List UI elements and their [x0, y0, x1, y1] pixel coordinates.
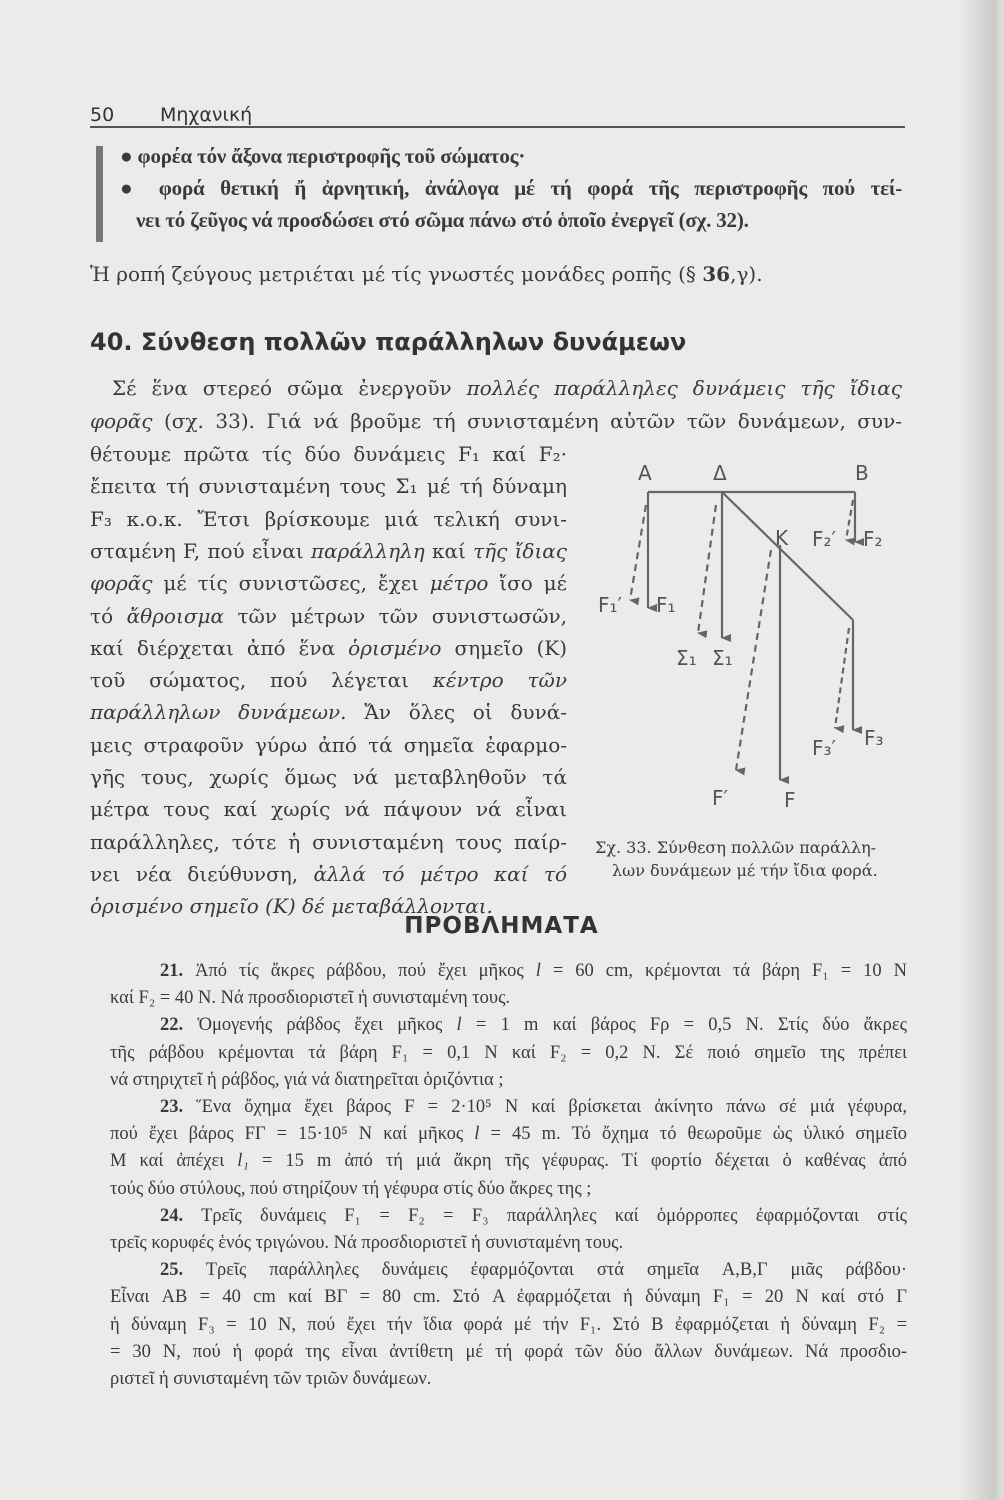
text-segment: = 45 m. Τό ὄχημα τό θεωροῦμε ὡς ὑλικό σημεῖο — [479, 1124, 907, 1145]
text-segment: τῆς ράβδου κρέμονται τά βάρη F₁ = 0,1 N καί F₂ = 0,2 N. Σέ ποιό σημεῖο της πρέπει — [110, 1042, 907, 1063]
label-S1-prime: Σ₁ — [676, 646, 697, 670]
text-segment: Τρεῖς παράλληλες δυνάμεις ἐφαρμόζονται στά σημεῖα A,B,Γ μιᾶς ράβδου· — [183, 1260, 907, 1281]
text-segment: l — [474, 1124, 480, 1145]
text-segment: νει νέα διεύθυνση, — [90, 861, 314, 886]
text-segment: Σέ ἕνα στερεό σῶμα ἐνεργοῦν — [112, 376, 467, 400]
problem-number: 24. — [160, 1205, 184, 1226]
text-segment: πού ἔχει βάρος FΓ = 15·10⁵ N καί μῆκος — [110, 1124, 475, 1145]
text-segment: = 60 cm, κρέμονται τά βάρη F₁ = 10 N — [540, 961, 907, 981]
label-F1-prime: F₁′ — [598, 593, 623, 617]
text-segment: μέτρα τους καί χωρίς νά πάψουν νά εἶναι — [90, 797, 567, 822]
text-segment: F₃ κ.ο.κ. Ἔτσι βρίσκουμε μιά τελική συνι- — [90, 506, 567, 531]
text-segment: ,γ). — [730, 262, 763, 286]
text-segment: τῶν μέτρων τῶν συνιστωσῶν, — [223, 603, 568, 628]
label-F2-prime: F₂′ — [812, 527, 837, 551]
text-segment: τό — [90, 603, 127, 628]
label-K: K — [775, 526, 789, 550]
text-segment: θέτουμε πρῶτα τίς δύο δυνάμεις F₁ καί F₂· — [90, 442, 567, 466]
text-segment: παράλληλες, τότε ἡ συνισταμένη τους παίρ- — [90, 829, 567, 854]
text-segment: καί — [424, 538, 474, 563]
diagonal-line — [722, 492, 853, 620]
problem-line — [110, 1232, 907, 1254]
text-segment: Ἕνα ὄχημα ἔχει βάρος F = 2·10⁵ N καί βρίσκεται ἀκίνητο πάνω σέ μιά γέφυρα, — [183, 1097, 907, 1117]
arrow-F1-prime — [630, 505, 646, 600]
arrow-S1-prime — [698, 505, 716, 633]
problem-number: 23. — [160, 1097, 184, 1117]
text-segment: ἀλλά τό μέτρο καί τό — [313, 861, 568, 886]
problem-line — [110, 1341, 907, 1363]
text-segment: = 1 m καί βάρος Fρ = 0,5 N. Στίς δύο ἄκρες — [461, 1015, 907, 1036]
text-segment: ἴσο μέ — [488, 571, 568, 596]
label-F2: F₂ — [863, 527, 883, 551]
text-segment: ἡ δύναμη F₃ = 10 N, πού ἔχει τήν ἴδια φορά μέ τήν F₁. Στό B ἐφαρμόζεται ἡ δύναμη F₂ = — [110, 1314, 907, 1335]
text-segment: τρεῖς κορυφές ἑνός τριγώνου. Νά προσδιοριστεῖ ἡ συνισταμένη τους. — [110, 1233, 624, 1253]
label-F1: F₁ — [656, 593, 676, 617]
label-F-prime: F′ — [712, 786, 729, 810]
text-segment: μέ τίς συνιστῶσες, ἔχει — [152, 571, 430, 596]
label-F: F — [784, 788, 796, 812]
text-segment: M καί ἀπέχει — [110, 1151, 238, 1172]
problem-item-start — [160, 1096, 907, 1118]
text-segment: Ἡ ροπή ζεύγους μετριέται μέ τίς γνωστές μονάδες ροπῆς (§ — [90, 262, 703, 286]
text-segment: = 15 m ἀπό τή μιά ἄκρη τῆς γέφυρας. Τί φορτίο δέχεται ὁ καθένας ἀπό — [248, 1151, 907, 1172]
text-segment: γῆς τους, χωρίς ὅμως νά μεταβληθοῦν τά — [90, 765, 567, 789]
text-segment: = 30 N, πού ἡ φορά της εἶναι ἀντίθετη μέ τή φορά τῶν δύο ἄλλων δυνάμεων. Νά προσδιο- — [110, 1341, 907, 1362]
problem-number: 21. — [160, 961, 184, 981]
problem-item-start — [160, 960, 907, 982]
text-segment: (σχ. 33). Γιά νά βροῦμε τή συνισταμένη αὐτῶν τῶν δυνάμεων, συν- — [152, 409, 902, 433]
text-segment: ὁρισμένο — [348, 635, 442, 660]
text-segment: ἔπειτα τή συνισταμένη τους Σ₁ μέ τή δύναμη — [90, 474, 567, 499]
text-segment: παράλληλη — [310, 538, 425, 563]
running-title: Μηχανική — [160, 104, 253, 126]
text-segment: νει τό ζεῦγος νά προσδώσει στό σῶμα πάνω στό ὁποῖο ἐνεργεῖ (σχ. 32). — [136, 208, 749, 232]
problem-line — [110, 1150, 907, 1172]
label-F3-prime: F₃′ — [812, 736, 837, 760]
text-segment: πολλές παράλληλες δυνάμεις τῆς ἴδιας — [466, 376, 902, 400]
text-segment: l — [535, 961, 541, 981]
text-segment: Ὁμογενής ράβδος ἔχει μῆκος — [183, 1015, 457, 1036]
text-segment: σημεῖο (K) — [441, 635, 567, 660]
problem-line — [110, 1069, 907, 1091]
problem-number: 22. — [160, 1015, 184, 1036]
problem-line — [110, 1286, 907, 1308]
text-segment: Ἀπό τίς ἄκρες ράβδου, πού ἔχει μῆκος — [183, 961, 536, 981]
section-title: Σύνθεση πολλῶν παράλληλων δυνάμεων — [140, 328, 687, 356]
text-segment: Εἶναι AB = 40 cm καί BΓ = 80 cm. Στό A ἐφαρμόζεται ἡ δύναμη F₁ = 20 N καί στό Γ — [110, 1287, 907, 1308]
problem-line — [110, 1123, 907, 1145]
text-segment: τοῦ σώματος, πού λέγεται — [90, 668, 433, 693]
text-segment: ἄθροισμα — [126, 603, 224, 628]
text-segment: σταμένη F, πού εἶναι — [90, 538, 311, 563]
problem-line — [110, 1314, 907, 1336]
text-segment: μέτρο — [429, 571, 489, 596]
problem-line — [110, 1368, 907, 1390]
text-segment: τούς δύο στύλους, πού στηρίζουν τή γέφυρα στίς δύο ἄκρες της ; — [110, 1178, 592, 1199]
problem-line — [110, 987, 907, 1009]
problems-heading: ΠΡΟΒΛΗΜΑΤΑ — [404, 913, 599, 939]
text-segment: l — [456, 1015, 462, 1036]
arrow-F2-prime — [846, 500, 853, 540]
label-A: A — [638, 461, 652, 485]
text-segment: παράλληλων δυνάμεων. — [90, 700, 347, 725]
problem-line — [110, 1042, 907, 1064]
text-segment: ● φορέα τόν ἄξονα περιστροφῆς τοῦ σώματος· — [120, 144, 526, 168]
text-segment: φορᾶς — [90, 409, 153, 433]
text-segment: ● φορά θετική ἤ ἀρνητική, ἀνάλογα μέ τή φορά τῆς περιστροφῆς πού τεί- — [120, 176, 902, 200]
text-segment: τῆς ἴδιας — [473, 538, 567, 563]
section-number: 40. — [90, 328, 133, 356]
text-segment: μεις στραφοῦν γύρω ἀπό τά σημεῖα ἐφαρμο- — [90, 732, 567, 757]
arrow-F-prime — [736, 550, 771, 770]
text-segment: ριστεῖ ἡ συνισταμένη τῶν τριῶν δυνάμεων. — [110, 1369, 432, 1389]
problem-item-start — [160, 1259, 907, 1281]
label-B: B — [855, 461, 869, 485]
figure-caption-line: Σχ. 33. Σύνθεση πολλῶν παράλλη- — [595, 838, 877, 857]
problem-line — [110, 1178, 907, 1200]
label-delta: Δ — [713, 461, 727, 485]
text-segment: κέντρο τῶν — [432, 668, 567, 693]
text-segment: l₁ — [237, 1151, 249, 1172]
problem-item-start — [160, 1205, 907, 1227]
label-F3: F₃ — [864, 726, 884, 750]
label-S1: Σ₁ — [712, 646, 733, 670]
text-segment: νά στηριχτεῖ ἡ ράβδος, γιά νά διατηρεῖται ὁριζόντια ; — [110, 1069, 504, 1090]
problem-item-start — [160, 1014, 907, 1036]
text-segment: Ἄν ὅλες οἱ δυνά- — [346, 700, 567, 725]
text-segment: Τρεῖς δυνάμεις F₁ = F₂ = F₃ παράλληλες καί ὁμόρροπες ἐφαρμόζονται στίς — [183, 1205, 907, 1226]
text-segment: καί F₂ = 40 N. Νά προσδιοριστεῖ ἡ συνισταμένη τους. — [110, 988, 511, 1009]
figure-caption-line: λων δυνάμεων μέ τήν ἴδια φορά. — [612, 861, 878, 880]
text-segment: φορᾶς — [90, 571, 153, 596]
arrow-F3-prime — [835, 628, 849, 728]
text-segment: ὁρισμένο σημεῖο (K) δέ μεταβάλλονται. — [90, 894, 493, 919]
page-number: 50 — [90, 104, 115, 126]
text-segment: 36 — [702, 262, 731, 286]
problem-number: 25. — [160, 1260, 184, 1281]
text-segment: καί διέρχεται ἀπό ἕνα — [90, 635, 349, 660]
